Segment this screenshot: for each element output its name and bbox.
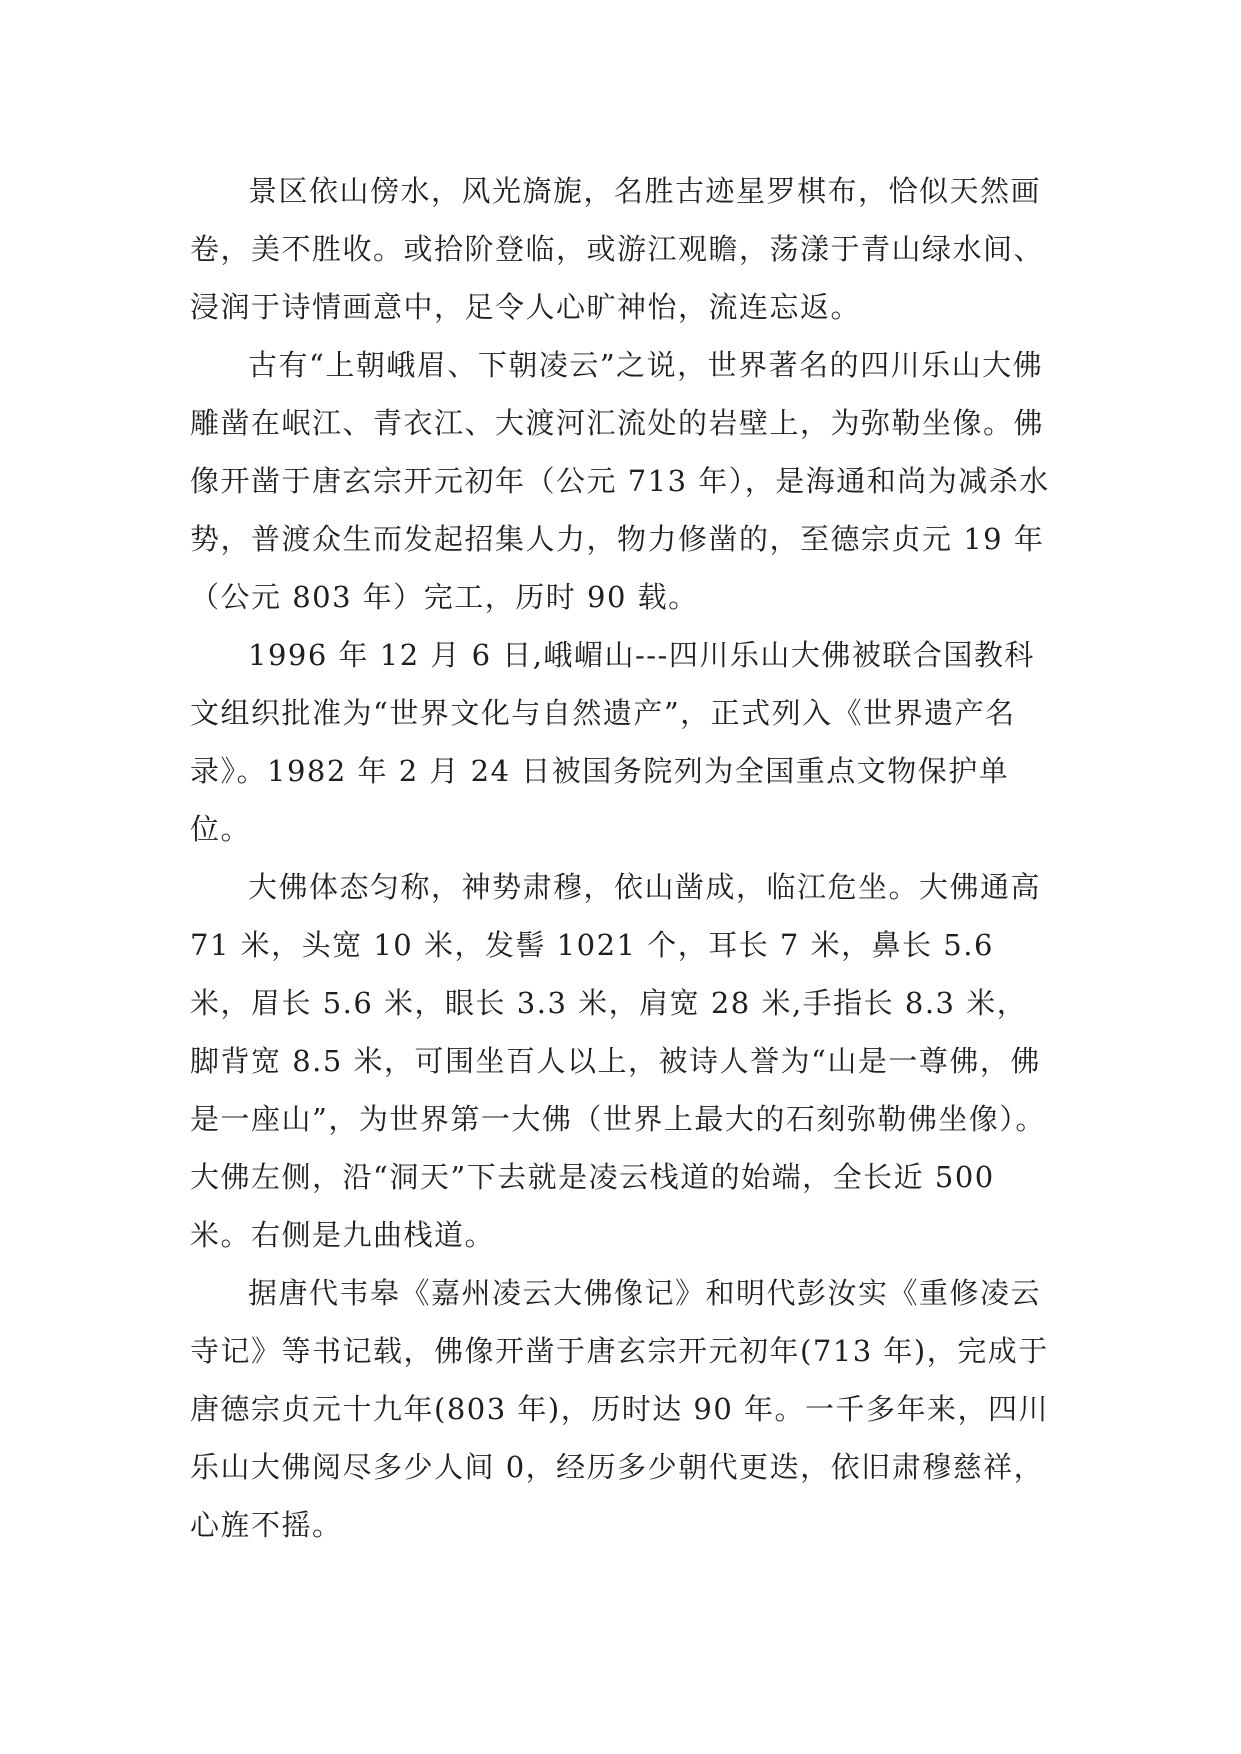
paragraph-dimensions: 大佛体态匀称，神势肃穆，依山凿成，临江危坐。大佛通高 71 米，头宽 10 米，发髻 1021 个，耳长 7 米，鼻长 5.6 米，眉长 5.6 米，眼长 3.3 米，肩宽 28 米,手指长 8.3 米，脚背宽 8.5 米，可围坐百人以上，被诗人誉为“山是一尊佛，佛是一座山”，为世界第一大佛（世界上最大的石刻弥勒佛坐像）。大佛左侧，沿“洞天”下去就是凌云栈道的始端，全长近 500 米。右侧是九曲栈道。	[190, 870, 1046, 1252]
document-body	[190, 162, 1050, 1554]
paragraph-heritage: 1996 年 12 月 6 日,峨嵋山---四川乐山大佛被联合国教科文组织批准为“世界文化与自然遗产”，正式列入《世界遗产名录》。1982 年 2 月 24 日被国务院列为全国重点文物保护单位。	[190, 638, 1035, 846]
paragraph-history: 古有“上朝峨眉、下朝凌云”之说，世界著名的四川乐山大佛雕凿在岷江、青衣江、大渡河汇流处的岩壁上，为弥勒坐像。佛像开凿于唐玄宗开元初年（公元 713 年），是海通和尚为减杀水势，普渡众生而发起招集人力，物力修凿的，至德宗贞元 19 年（公元 803 年）完工，历时 90 载。	[190, 348, 1050, 614]
paragraph-scenery: 景区依山傍水，风光旖旎，名胜古迹星罗棋布，恰似天然画卷，美不胜收。或拾阶登临，或游江观瞻，荡漾于青山绿水间、浸润于诗情画意中，足令人心旷神怡，流连忘返。	[190, 174, 1045, 324]
paragraph-records: 据唐代韦皋《嘉州凌云大佛像记》和明代彭汝实《重修凌云寺记》等书记载，佛像开凿于唐玄宗开元初年(713 年)，完成于唐德宗贞元十九年(803 年)，历时达 90 年。一千多年来，四川乐山大佛阅尽多少人间 0，经历多少朝代更迭，依旧肃穆慈祥，心旌不摇。	[190, 1276, 1050, 1542]
